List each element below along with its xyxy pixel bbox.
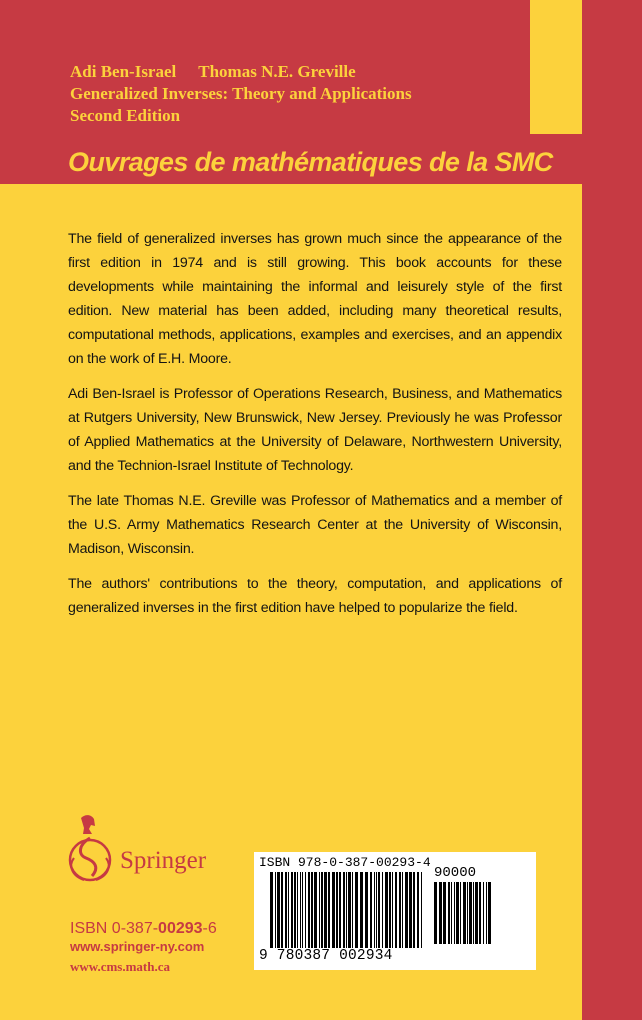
barcode-bar xyxy=(281,872,283,948)
barcode-bar xyxy=(311,872,313,948)
barcode-bar xyxy=(297,872,298,948)
barcode-bar xyxy=(421,872,422,948)
blurb-paragraph: The late Thomas N.E. Greville was Professor of Mathematics and a member of the U.S. Army Mathematics Research Center at the University of Wisconsin, Madison, Wisconsin. xyxy=(68,493,562,557)
barcode-bar xyxy=(456,882,459,944)
barcode-bar xyxy=(460,882,461,944)
barcode-bar xyxy=(288,872,289,948)
society-website[interactable]: www.cms.math.ca xyxy=(70,959,171,974)
barcode-bar xyxy=(321,872,323,948)
barcode-bar xyxy=(475,882,478,944)
barcode-bar xyxy=(277,872,280,948)
barcode-bar xyxy=(343,872,345,948)
author-name: Thomas N.E. Greville xyxy=(198,62,356,81)
barcode-bars-main xyxy=(270,872,426,948)
barcode-bar xyxy=(385,872,388,948)
barcode-bar xyxy=(409,872,412,948)
barcode-bar xyxy=(463,882,466,944)
barcode-bar xyxy=(417,872,419,948)
barcode-digits: 9 780387 002934 xyxy=(259,948,393,964)
barcode-bar xyxy=(405,872,408,948)
barcode-bar xyxy=(348,872,351,948)
isbn-suffix: -6 xyxy=(202,920,217,937)
barcode-bar xyxy=(270,872,273,948)
barcode-bar xyxy=(332,872,335,948)
barcode-bar xyxy=(339,872,341,948)
barcode-isbn-text: ISBN 978-0-387-00293-4 xyxy=(259,855,431,870)
series-title: Ouvrages de mathématiques de la SMC xyxy=(68,147,553,177)
barcode-bar xyxy=(479,882,481,944)
barcode-price-code: 90000 xyxy=(434,865,477,881)
blurb-paragraph: Adi Ben-Israel is Professor of Operations Research, Business, and Mathematics at Rutgers University, New Brunswick, New Jersey. Previously he was Professor of Applied Mathematics at the University of Delaware, Northwestern University, and the Technion-Israel Institute of Technology. xyxy=(68,386,562,474)
publisher-name: Springer xyxy=(120,847,207,874)
barcode-bar xyxy=(305,872,306,948)
isbn-bold-part: 00293 xyxy=(158,920,203,937)
barcode-bar xyxy=(413,872,415,948)
barcode-bar xyxy=(402,872,403,948)
barcode-bar xyxy=(365,872,368,948)
barcode-bar xyxy=(300,872,301,948)
author-name: Adi Ben-Israel xyxy=(70,62,177,81)
barcode-bar xyxy=(328,872,330,948)
barcode-bar xyxy=(488,882,491,944)
barcode-bar xyxy=(382,872,383,948)
barcode-bar xyxy=(285,872,287,948)
barcode-bar xyxy=(336,872,338,948)
barcode-bar xyxy=(467,882,468,944)
barcode-bar xyxy=(439,882,442,944)
corner-color-block xyxy=(530,0,582,134)
barcode-bar xyxy=(454,882,455,944)
barcode-bar xyxy=(352,872,353,948)
barcode-bar xyxy=(434,882,437,944)
barcode-bar xyxy=(294,872,296,948)
book-title: Generalized Inverses: Theory and Applications xyxy=(70,84,412,103)
isbn-number xyxy=(70,919,217,939)
barcode-bar xyxy=(469,882,472,944)
spine-color-stripe xyxy=(582,0,642,1020)
blurb-paragraph: The authors' contributions to the theory, computation, and applications of generalized inverses in the first edition have helped to popularize the field. xyxy=(68,576,562,616)
springer-logo-icon xyxy=(64,814,116,886)
edition-label: Second Edition xyxy=(70,106,181,125)
barcode-bar xyxy=(370,872,372,948)
isbn-prefix: ISBN 0-387- xyxy=(70,920,159,937)
barcode-bar xyxy=(473,882,474,944)
barcode-bar xyxy=(308,872,310,948)
blurb-paragraph: The field of generalized inverses has grown much since the appearance of the first edition in 1974 and is still growing. This book accounts for these developments while maintaining the informal and leisurely style of the first edition. New material has been added, including many theoretical results, computational methods, applications, examples and exercises, and an appendix on the work of E.H. Moore. xyxy=(68,231,562,367)
barcode xyxy=(254,852,536,970)
barcode-bar xyxy=(355,872,358,948)
barcode-bar xyxy=(374,872,375,948)
barcode-bar xyxy=(324,872,327,948)
barcode-bar xyxy=(291,872,293,948)
barcode-bar xyxy=(399,872,401,948)
barcode-bar xyxy=(389,872,391,948)
barcode-bars-addon xyxy=(434,882,494,944)
barcode-bar xyxy=(486,882,487,944)
barcode-bar xyxy=(451,882,452,944)
barcode-bar xyxy=(360,872,363,948)
barcode-bar xyxy=(378,872,380,948)
back-cover-blurb xyxy=(68,227,562,631)
barcode-bar xyxy=(319,872,320,948)
barcode-bar xyxy=(483,882,484,944)
barcode-bar xyxy=(346,872,347,948)
barcode-bar xyxy=(392,872,393,948)
publisher-website[interactable]: www.springer-ny.com xyxy=(70,939,205,954)
barcode-bar xyxy=(314,872,317,948)
author-line xyxy=(70,61,356,83)
barcode-bar xyxy=(376,872,377,948)
barcode-bar xyxy=(302,872,303,948)
barcode-bar xyxy=(395,872,397,948)
barcode-bar xyxy=(275,872,276,948)
barcode-bar xyxy=(443,882,446,944)
barcode-bar xyxy=(448,882,450,944)
